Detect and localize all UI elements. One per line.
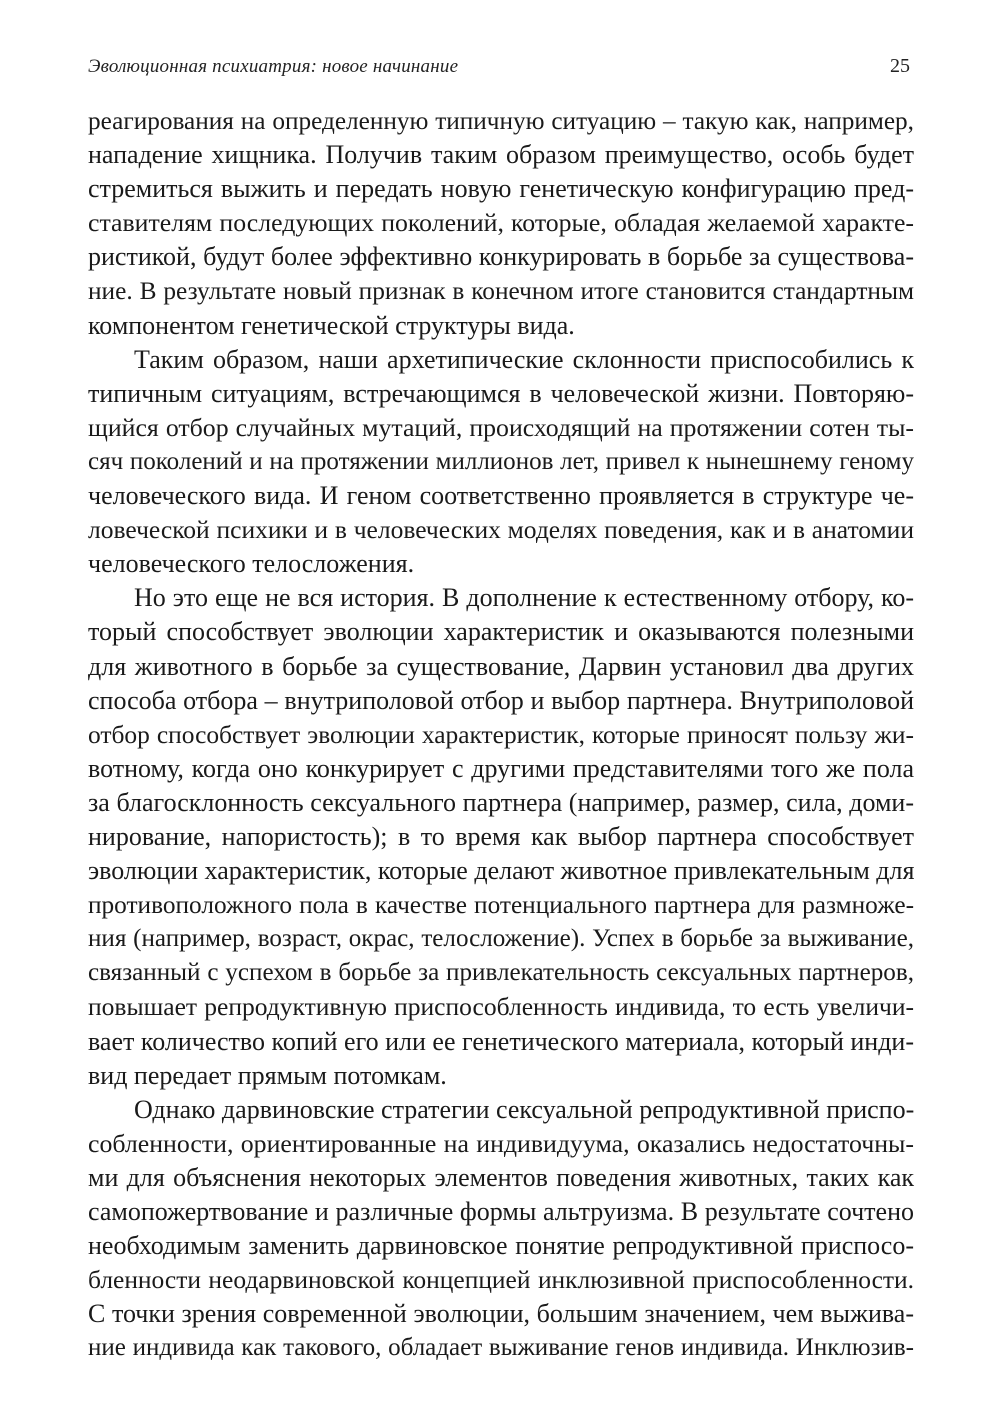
text-line: человеческого вида. И геном соответственно проявляется в структуре че- — [88, 481, 914, 511]
text-line: Но это еще не вся история. В дополнение к естественному отбору, ко- — [134, 583, 914, 613]
text-line: способа отбора – внутриполовой отбор и выбор партнера. Внутриполовой — [88, 685, 914, 715]
body-text — [88, 104, 914, 1365]
text-line: ловеческой психики и в человеческих моделях поведения, как и в анатомии — [88, 515, 914, 545]
text-line: собленности, ориентированные на индивидуума, оказались недостаточны- — [88, 1128, 914, 1158]
text-line: вает количество копий его или ее генетического материала, который инди- — [88, 1026, 914, 1056]
text-line: ния (например, возраст, окрас, телосложение). Успех в борьбе за выживание, — [88, 925, 914, 953]
running-head: Эволюционная психиатрия: новое начинание — [88, 56, 459, 77]
text-line: торый способствует эволюции характеристик и оказываются полезными — [88, 617, 914, 647]
text-line: сяч поколений и на протяжении миллионов лет, привел к нынешнему геному — [88, 447, 914, 475]
text-line: реагирования на определенную типичную ситуацию – такую как, например, — [88, 107, 914, 135]
text-line: нападение хищника. Получив таким образом преимущество, особь будет — [88, 140, 914, 170]
text-line: ми для объяснения некоторых элементов поведения животных, таких как — [88, 1162, 914, 1192]
text-line: Однако дарвиновские стратегии сексуальной репродуктивной приспо- — [134, 1094, 915, 1124]
text-line: нирование, напористость); в то время как выбор партнера способствует — [88, 821, 914, 851]
text-line: С точки зрения современной эволюции, большим значением, чем выжива- — [88, 1299, 914, 1329]
paragraph-4 — [88, 1093, 914, 1366]
text-line: самопожертвование и различные формы альтруизма. В результате сочтено — [88, 1197, 914, 1226]
page-number: 25 — [890, 55, 910, 77]
text-line: противоположного пола в качестве потенциального партнера для размноже- — [88, 891, 914, 920]
text-line: отбор способствует эволюции характеристик, которые приносят пользу жи- — [88, 719, 914, 749]
text-line: для животного в борьбе за существование, Дарвин установил два других — [88, 651, 914, 681]
text-line: компонентом генетической структуры вида. — [88, 310, 575, 340]
paragraph-2 — [88, 343, 914, 582]
text-line: необходимым заменить дарвиновское понятие репродуктивной приспосо- — [88, 1231, 914, 1261]
text-line: бленности неодарвиновской концепцией инклюзивной приспособленности. — [88, 1265, 914, 1295]
text-line: ние. В результате новый признак в конечном итоге становится стандартным — [88, 277, 914, 306]
text-line: ставителям последующих поколений, которые, обладая желаемой характе- — [88, 208, 914, 238]
text-line: стремиться выжить и передать новую генетическую конфигурацию пред- — [88, 174, 914, 204]
paragraph-3 — [88, 581, 914, 1092]
text-line: повышает репродуктивную приспособленность индивида, то есть увеличи- — [88, 992, 914, 1022]
text-line: типичным ситуациям, встречающимся в человеческой жизни. Повторяю- — [88, 378, 914, 408]
text-line: вотному, когда оно конкурирует с другими представителями того же пола — [88, 753, 914, 783]
text-line: вид передает прямым потомкам. — [88, 1060, 447, 1090]
text-line: связанный с успехом в борьбе за привлекательность сексуальных партнеров, — [88, 959, 914, 987]
text-line: щийся отбор случайных мутаций, происходящий на протяжении сотен ты- — [88, 412, 914, 442]
text-line: ристикой, будут более эффективно конкурировать в борьбе за существова- — [88, 242, 914, 272]
text-line: ние индивида как такового, обладает выживание генов индивида. Инклюзив- — [88, 1334, 914, 1362]
text-line: человеческого телосложения. — [88, 549, 415, 579]
text-line: за благосклонность сексуального партнера (например, размер, сила, доми- — [88, 787, 914, 817]
text-line: эволюции характеристик, которые делают животное привлекательным для — [88, 856, 915, 886]
paragraph-1 — [88, 104, 914, 343]
text-line: Таким образом, наши архетипические склонности приспособились к — [134, 344, 914, 374]
